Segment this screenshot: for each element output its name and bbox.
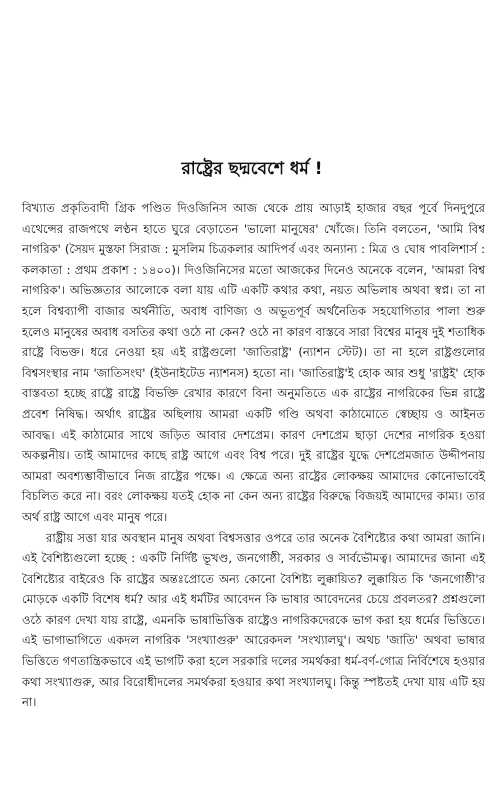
paragraph-2: রাষ্ট্রীয় সত্তা যার অবস্থান মানুষ অথবা বিশ্বসত্তার ওপরে তার অনেক বৈশিষ্ট্যের কথা আমরা জানি। এই বৈশিষ্ট্যগুলো হচ্ছে : একটি নির্দিষ্ট ভূখণ্ড, জনগোষ্ঠী, সরকার ও সার্বভৌমত্ব। আমাদের জানা এই বৈশিষ্ট্যের বাইরেও কি রাষ্ট্রের অন্তঃপ্রোতে অন্য কোনো বৈশিষ্ট্য লুক্কায়িত? লুক্কায়িত কি 'জনগোষ্ঠী'র মোড়কে একটি বিশেষ ধর্ম? আর এই ধর্মটির আবেদন কি ভাষার আবেদনের চেয়ে প্রবলতর? প্রশ্নগুলো ওঠে কারণ দেখা যায় রাষ্ট্রে, এমনকি ভাষাভিত্তিক রাষ্ট্রেও নাগরিকদেরকে ভাগ করা হয় ধর্মের ভিত্তিতে। এই ভাগাভাগিতে একদল নাগরিক 'সংখ্যাগুরু' আরেকদল 'সংখ্যালঘু'। অথচ 'জাতি' অথবা ভাষার ভিত্তিতে গণতান্ত্রিকভাবে এই ভাগটি করা হলে সরকারি দলের সমর্থকরা ধর্ম-বর্ণ-গোত্র নির্বিশেষে হওয়ার কথা সংখ্যাগুরু, আর বিরোধীদলের সমর্থকরা হওয়ার কথা সংখ্যালঘু। কিন্তু স্পষ্টতই দেখা যায় এটি হয় না। <box>22 530 485 710</box>
paragraph-1: বিখ্যাত প্রকৃতিবাদী গ্রিক পণ্ডিত দিওজিনিস আজ থেকে প্রায় আড়াই হাজার বছর পূর্বে দিনদুপুরে এথেন্সের রাজপথে লণ্ঠন হাতে ঘুরে বেড়াতেন 'ভালো মানুষের' খোঁজে। তিনি বলতেন, 'আমি বিশ্ব নাগরিক' (সৈয়দ মুস্তফা সিরাজ : মুসলিম চিত্রকলার আদিপর্ব এবং অন্যান্য : মিত্র ও ঘোষ পাবলিশার্স : কলকাতা : প্রথম প্রকাশ : ১৪০০)। দিওজিনিসের মতো আজকের দিনেও অনেকে বলেন, 'আমরা বিশ্ব নাগরিক'। অভিজ্ঞতার আলোকে বলা যায় এটি একটি কথার কথা, নয়ত অভিলাষ অথবা স্বপ্ন। তা না হলে বিশ্বব্যাপী বাজার অর্থনীতি, অবাধ বাণিজ্য ও অভূতপূর্ব অর্থনৈতিক সহযোগিতার পালা শুরু হলেও মানুষের অবাধ বসতির কথা ওঠে না কেন? ওঠে না কারণ বাস্তবে সারা বিশ্বের মানুষ দুই শতাধিক রাষ্ট্রে বিভক্ত। ধরে নেওয়া হয় এই রাষ্ট্রগুলো 'জাতিরাষ্ট্র' (ন্যাশন স্টেট)। তা না হলে রাষ্ট্রগুলোর বিশ্বসংস্থার নাম 'জাতিসংঘ' (ইউনাইটেড ন্যাশনস) হতো না। 'জাতিরাষ্ট্র'ই হোক আর শুধু 'রাষ্ট্রই' হোক বাস্তবতা হচ্ছে রাষ্ট্রে রাষ্ট্রে বিভক্তি রেখার কারণে বিনা অনুমতিতে এক রাষ্ট্রের নাগরিকের ভিন্ন রাষ্ট্রে প্রবেশ নিষিদ্ধ। অর্থাৎ রাষ্ট্রের অছিলায় আমরা একটি গণ্ডি অথবা কাঠামোতে স্বেচ্ছায় ও আইনত আবদ্ধ। এই কাঠামোর সাথে জড়িত আবার দেশপ্রেম। কারণ দেশপ্রেম ছাড়া দেশের নাগরিক হওয়া অকল্পনীয়। তাই আমাদের কাছে রাষ্ট্র আগে এবং বিশ্ব পরে। দুই রাষ্ট্রের যুদ্ধে দেশপ্রেমজাত উদ্দীপনায় আমরা অবশ্যম্ভাবীভাবে নিজ রাষ্ট্রের পক্ষে। এ ক্ষেত্রে অন্য রাষ্ট্রের লোকক্ষয় আমাদের কোনোভাবেই বিচলিত করে না। বরং লোকক্ষয় যতই হোক না কেন অন্য রাষ্ট্রের বিরুদ্ধে বিজয়ই আমাদের কাম্য। তার অর্থ রাষ্ট্র আগে এবং মানুষ পরে। <box>22 201 485 524</box>
chapter-title: রাষ্ট্রের ছদ্মবেশে ধর্ম ! <box>181 159 323 179</box>
body-text <box>22 198 485 713</box>
